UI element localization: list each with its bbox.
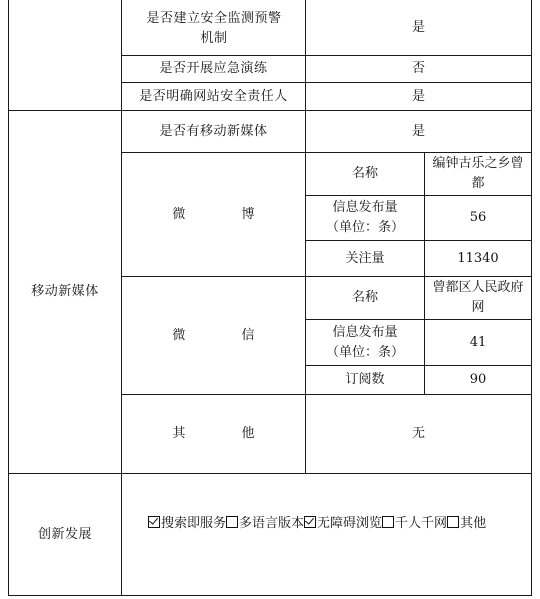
personalized-web-checkbox[interactable] [382, 516, 394, 528]
table-border-right [531, 0, 532, 596]
weibo-name-label: 名称 [351, 166, 378, 181]
weibo-posts-value: 56 [469, 210, 487, 225]
wechat-name-label: 名称 [351, 290, 378, 305]
drill-label: 是否开展应急演练 [159, 61, 268, 76]
other-option-label: 其他 [460, 516, 487, 531]
multilingual-checkbox[interactable] [226, 516, 238, 528]
mobile-media-section-label: 移动新媒体 [31, 284, 99, 299]
weibo-followers-value: 11340 [457, 250, 499, 266]
weibo-followers-label: 关注量 [345, 250, 385, 266]
has-media-value: 是 [411, 123, 425, 139]
responsible-value: 是 [411, 88, 425, 104]
table-border-bottom [8, 595, 532, 596]
other-media-label: 其 他 [172, 426, 281, 441]
wechat-posts-label: 信息发布量（单位：条） [325, 324, 404, 360]
other-option-checkbox[interactable] [447, 516, 459, 528]
personalized-web-label: 千人千网 [395, 516, 448, 531]
has-media-label: 是否有移动新媒体 [159, 123, 268, 139]
wechat-posts-value: 41 [469, 334, 487, 350]
monitoring-label: 是否建立安全监测预警机制 [146, 11, 282, 46]
multilingual-label: 多语言版本 [239, 516, 305, 531]
wechat-name-value: 曾都区人民政府网 [432, 280, 524, 315]
other-media-value: 无 [411, 426, 425, 441]
monitoring-value: 是 [411, 19, 425, 35]
accessibility-checkbox[interactable] [304, 516, 316, 528]
innovation-section-label: 创新发展 [37, 526, 92, 542]
innovation-options [148, 512, 486, 531]
responsible-label: 是否明确网站安全责任人 [139, 88, 288, 104]
search-service-label: 搜索即服务 [161, 516, 227, 531]
weibo-posts-label: 信息发布量（单位：条） [325, 200, 404, 235]
weibo-label: 微 博 [172, 206, 281, 222]
search-service-checkbox[interactable] [148, 516, 160, 528]
weibo-name-value: 编钟古乐之乡曾都 [432, 156, 524, 191]
wechat-subscribers-label: 订阅数 [345, 372, 385, 387]
accessibility-label: 无障碍浏览 [317, 516, 383, 531]
wechat-subscribers-value: 90 [469, 372, 487, 387]
drill-value: 否 [411, 61, 425, 76]
wechat-label: 微 信 [172, 327, 281, 343]
